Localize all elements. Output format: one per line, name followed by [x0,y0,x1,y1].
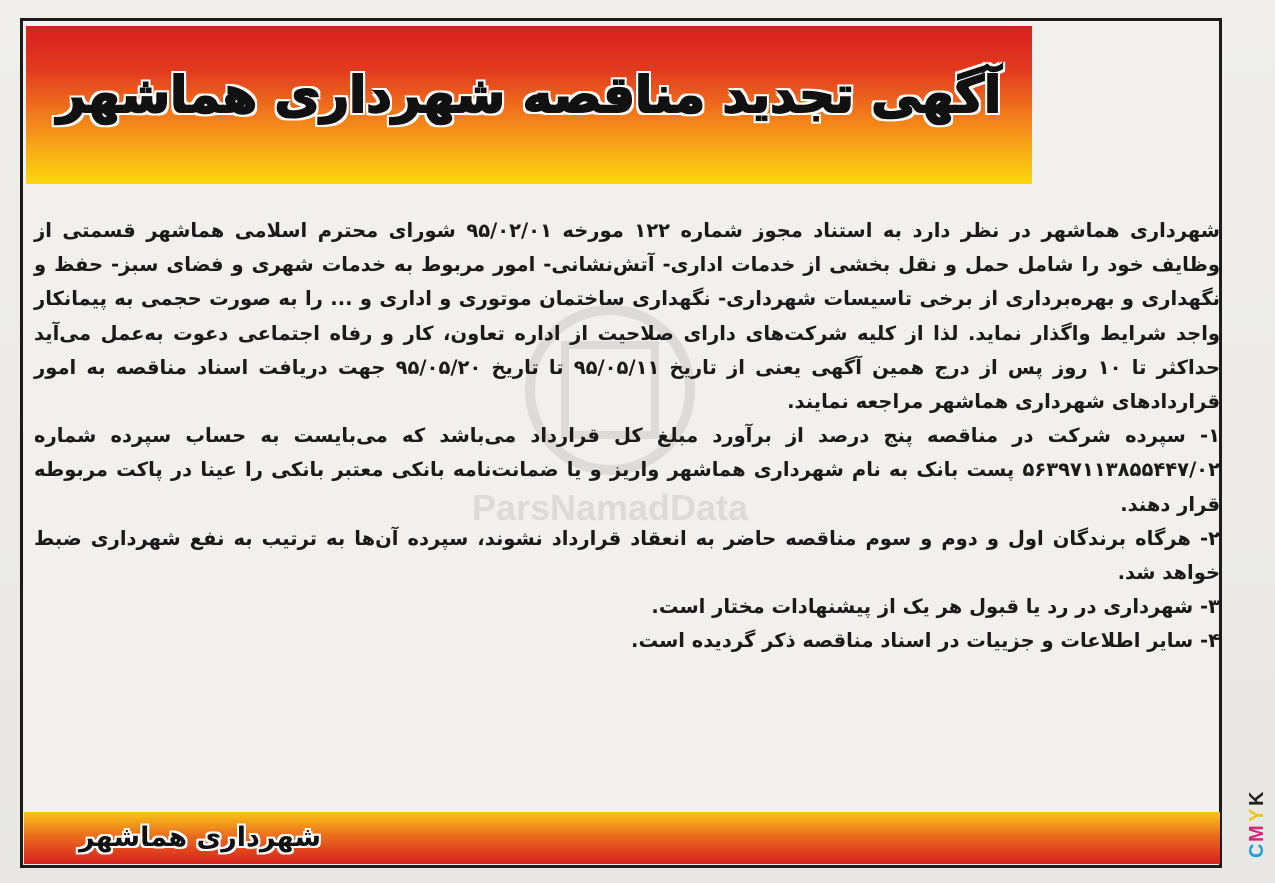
cmyk-print-mark [1244,772,1268,872]
footer-municipality-label: شهرداری هماشهر [78,822,322,853]
body-item-deposit: ۱- سپرده شرکت در مناقصه پنج درصد از برآورد مبلغ کل قرارداد می‌باشد که می‌بایست به حساب سپرده شماره ۵۶۳۹۷۱۱۳۸۵۵۴۴۷/۰۲ پست بانک به نام شهرداری هماشهر واریز و یا ضمانت‌نامه بانکی معتبر بانکی را عینا در پاکت مربوطه قرار دهند. [34,424,1220,516]
cmyk-letter-c: C [1246,843,1268,858]
cmyk-letter-m: M [1246,825,1268,842]
cmyk-letter-k: K [1246,791,1268,806]
body-item-discretion: ۳- شهرداری در رد یا قبول هر یک از پیشنهادات مختار است. [651,595,1220,619]
body-intro-paragraph: شهرداری هماشهر در نظر دارد به استناد مجوز شماره ۱۲۲ مورخه ۹۵/۰۲/۰۱ شورای محترم اسلامی هماشهر قسمتی از وظایف خود را شامل حمل و نقل بخشی از خدمات اداری- آتش‌نشانی- امور مربوط به خدمات شهری و فضای سبز- حفظ و نگهداری و بهره‌برداری از برخی تاسیسات شهرداری- نگهداری ساختمان موتوری و اداری و ... را به صورت حجمی به پیمانکار واجد شرایط واگذار نماید. لذا از کلیه شرکت‌های دارای صلاحیت از اداره تعاون، کار و رفاه اجتماعی دعوت به‌عمل می‌آید حداکثر تا ۱۰ روز پس از درج همین آگهی یعنی از تاریخ ۹۵/۰۵/۱۱ تا تاریخ ۹۵/۰۵/۲۰ جهت دریافت اسناد مناقصه به امور قراردادهای شهرداری هماشهر مراجعه نمایند. [34,219,1221,414]
advertisement-title: آگهی تجدید مناقصه شهرداری هماشهر [56,66,1002,124]
body-item-details: ۴- سایر اطلاعات و جزییات در اسناد مناقصه ذکر گردیده است. [631,629,1220,653]
advertisement-body [34,214,1220,659]
title-banner [26,26,1032,184]
body-item-winners: ۲- هرگاه برندگان اول و دوم و سوم مناقصه حاضر به انعقاد قرارداد نشوند، سپرده آن‌ها به ترتیب به نفع شهرداری ضبط خواهد شد. [34,526,1220,585]
cmyk-letter-y: Y [1246,808,1268,822]
